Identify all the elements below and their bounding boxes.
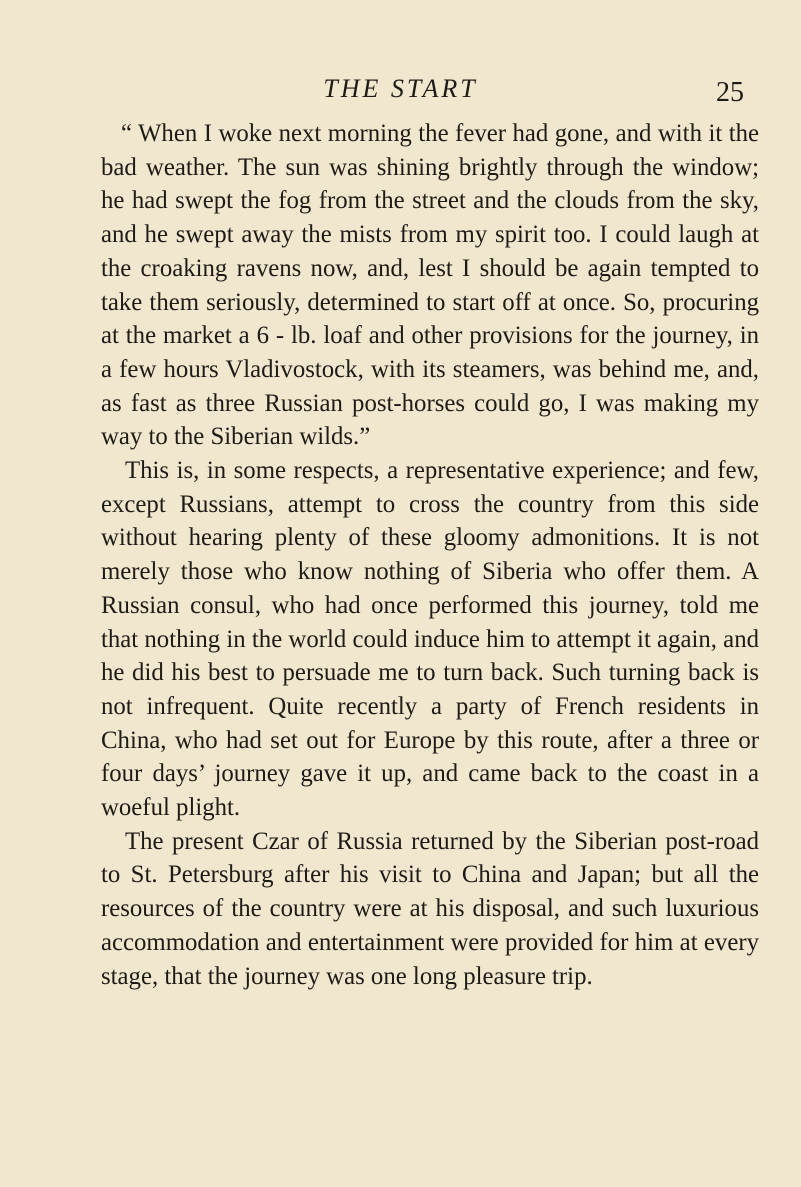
running-title: THE START — [323, 74, 478, 103]
page-number: 25 — [716, 77, 744, 108]
paragraph-representative-experience: This is, in some respects, a representative experience; and few, except Russians, attempt to cross the country from this side without hearing plenty of these gloomy admonitions. It is not merely those who know nothing of Siberia who offer them. A Russian consul, who had once performed this journey, told me that nothing in the world could induce him to attempt it again, and he did his best to persuade me to turn back. Such turning back is not infrequent. Quite recently a party of French residents in China, who had set out for Europe by this route, after a three or four days’ journey gave it up, and came back to the coast in a woeful plight. — [101, 457, 759, 822]
paragraph-czar-journey: The present Czar of Russia returned by the Siberian post-road to St. Petersburg after his visit to China and Japan; but all the resources of the country were at his disposal, and such luxurious accommodation and entertainment were provided for him at every stage, that the journey was one long pleasure trip. — [101, 827, 759, 990]
running-head — [0, 72, 801, 106]
body-text — [101, 117, 759, 993]
paragraph-quote: “ When I woke next morning the fever had gone, and with it the bad weather. The sun was shining brightly through the window; he had swept the fog from the street and the clouds from the sky, and he swept away the mists from my spirit too. I could laugh at the croaking ravens now, and, lest I should be again tempted to take them seriously, determined to start off at once. So, procuring at the market a 6 - lb. loaf and other provisions for the journey, in a few hours Vladivostock, with its steamers, was behind me, and, as fast as three Russian post-horses could go, I was making my way to the Siberian wilds.” — [101, 120, 759, 451]
